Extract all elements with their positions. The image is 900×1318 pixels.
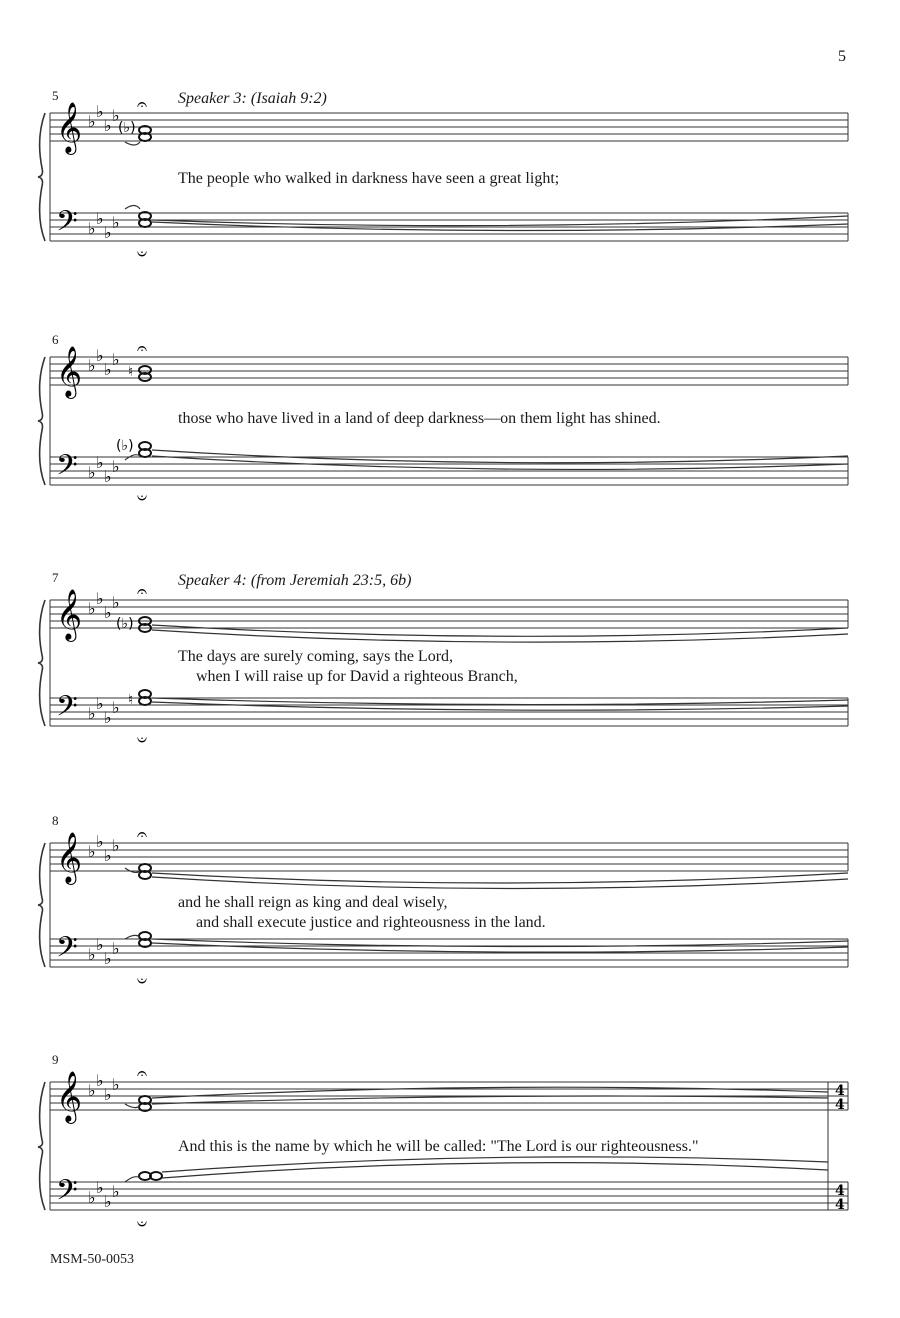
grand-staff (0, 813, 900, 992)
svg-text:♭: ♭ (104, 1085, 112, 1104)
svg-text:♭: ♭ (96, 209, 104, 228)
svg-text:♭: ♭ (104, 116, 112, 135)
svg-text:♭: ♭ (112, 106, 120, 125)
measure-number: 8 (52, 813, 59, 828)
fermata-below-icon: 𝄑 (137, 488, 148, 509)
speaker-label: Speaker 4: (from Jeremiah 23:5, 6b) (178, 572, 412, 589)
svg-text:♭: ♭ (112, 1182, 120, 1201)
natural-accidental-icon: ♮ (128, 692, 134, 708)
whole-notes (139, 1096, 162, 1180)
svg-text:♭: ♭ (112, 939, 120, 958)
svg-text:♭: ♭ (96, 453, 104, 472)
svg-text:♭: ♭ (112, 698, 120, 717)
svg-text:♭: ♭ (112, 836, 120, 855)
natural-accidental-icon: ♮ (128, 364, 134, 380)
reading-line: and shall execute justice and righteousness in the land. (196, 914, 546, 931)
svg-text:♭: ♭ (96, 589, 104, 608)
brace (38, 113, 45, 241)
time-signature (835, 1083, 845, 1213)
svg-text:♭: ♭ (104, 603, 112, 622)
brace (38, 600, 45, 726)
svg-text:♭: ♭ (104, 949, 112, 968)
fermata-icon: 𝄐 (137, 1063, 148, 1084)
bass-clef-icon: 𝄢 (56, 1174, 78, 1214)
system-measure-6 (0, 332, 900, 552)
reading-line: The people who walked in darkness have seen a great light; (178, 170, 560, 187)
reading-line: The days are surely coming, says the Lord, (178, 648, 454, 665)
svg-text:♭: ♭ (88, 1081, 96, 1100)
svg-text:♭: ♭ (88, 219, 96, 238)
treble-clef-icon: 𝄞 (56, 589, 83, 640)
fermata-icon: 𝄐 (137, 581, 148, 602)
flat-accidental-icon: (♭) (116, 616, 134, 632)
grand-staff (0, 1052, 900, 1235)
key-signature-flats (88, 1071, 120, 1211)
svg-text:♭: ♭ (112, 1075, 120, 1094)
svg-text:♭: ♭ (88, 704, 96, 723)
page-number: 5 (838, 48, 846, 65)
svg-text:♭: ♭ (96, 1071, 104, 1090)
svg-text:♭: ♭ (96, 832, 104, 851)
fermata-below-icon: 𝄑 (137, 730, 148, 751)
key-signature-flats (88, 589, 120, 727)
fermata-below-icon: 𝄑 (137, 971, 148, 992)
svg-text:♭: ♭ (96, 694, 104, 713)
brace (38, 843, 45, 967)
system-measure-5 (0, 88, 900, 308)
svg-text:♭: ♭ (112, 350, 120, 369)
reading-line: And this is the name by which he will be called: "The Lord is our righteousness." (178, 1138, 699, 1155)
treble-clef-icon: 𝄞 (56, 1071, 83, 1122)
brace (38, 1082, 45, 1210)
treble-clef-icon: 𝄞 (56, 102, 83, 153)
svg-text:♭: ♭ (104, 223, 112, 242)
fermata-icon: 𝄐 (137, 94, 148, 115)
reading-line: when I will raise up for David a righteous Branch, (196, 668, 518, 685)
bass-clef-icon: 𝄢 (56, 931, 78, 971)
bass-clef-icon: 𝄢 (56, 449, 78, 489)
svg-text:♭: ♭ (112, 213, 120, 232)
svg-text:♭: ♭ (104, 708, 112, 727)
svg-text:♭: ♭ (96, 1178, 104, 1197)
whole-notes (139, 864, 151, 947)
svg-text:♭: ♭ (104, 846, 112, 865)
fermata-icon: 𝄐 (137, 338, 148, 359)
svg-text:♭: ♭ (88, 599, 96, 618)
svg-text:♭: ♭ (96, 935, 104, 954)
flat-accidental-icon: (♭) (116, 438, 134, 454)
whole-notes (139, 617, 151, 705)
svg-text:♭: ♭ (104, 360, 112, 379)
brace (38, 357, 45, 485)
svg-text:4: 4 (835, 1197, 845, 1213)
ties (125, 1087, 828, 1182)
flat-accidental-icon: (♭) (118, 120, 136, 136)
measure-number: 5 (52, 88, 59, 103)
svg-text:4: 4 (835, 1183, 845, 1199)
svg-text:♭: ♭ (88, 945, 96, 964)
svg-text:♭: ♭ (96, 102, 104, 121)
ties (125, 450, 848, 469)
key-signature-flats (88, 832, 120, 968)
svg-text:4: 4 (835, 1083, 845, 1099)
svg-text:♭: ♭ (88, 1188, 96, 1207)
fermata-below-icon: 𝄑 (137, 244, 148, 265)
measure-number: 7 (52, 570, 59, 585)
treble-clef-icon: 𝄞 (56, 832, 83, 883)
svg-text:♭: ♭ (96, 346, 104, 365)
svg-text:♭: ♭ (88, 463, 96, 482)
whole-notes (139, 366, 151, 457)
svg-text:♭: ♭ (112, 593, 120, 612)
bass-clef-icon: 𝄢 (56, 205, 78, 245)
reading-line: and he shall reign as king and deal wisely, (178, 894, 448, 911)
system-measure-9 (0, 1052, 900, 1272)
fermata-below-icon: 𝄑 (137, 1214, 148, 1235)
measure-number: 6 (52, 332, 59, 347)
footer-code: MSM-50-0053 (50, 1252, 135, 1267)
bass-clef-icon: 𝄢 (56, 690, 78, 730)
speaker-label: Speaker 3: (Isaiah 9:2) (178, 90, 327, 107)
svg-text:♭: ♭ (104, 467, 112, 486)
system-measure-8 (0, 813, 900, 1033)
svg-text:♭: ♭ (88, 842, 96, 861)
fermata-icon: 𝄐 (137, 824, 148, 845)
svg-text:♭: ♭ (88, 356, 96, 375)
svg-text:4: 4 (835, 1097, 845, 1113)
svg-text:♭: ♭ (88, 112, 96, 131)
svg-text:♭: ♭ (104, 1192, 112, 1211)
system-measure-7 (0, 570, 900, 790)
reading-line: those who have lived in a land of deep darkness—on them light has shined. (178, 410, 661, 427)
key-signature-flats (88, 346, 120, 486)
key-signature-flats (88, 102, 120, 242)
svg-text:♭: ♭ (112, 457, 120, 476)
treble-clef-icon: 𝄞 (56, 346, 83, 397)
measure-number: 9 (52, 1052, 59, 1067)
